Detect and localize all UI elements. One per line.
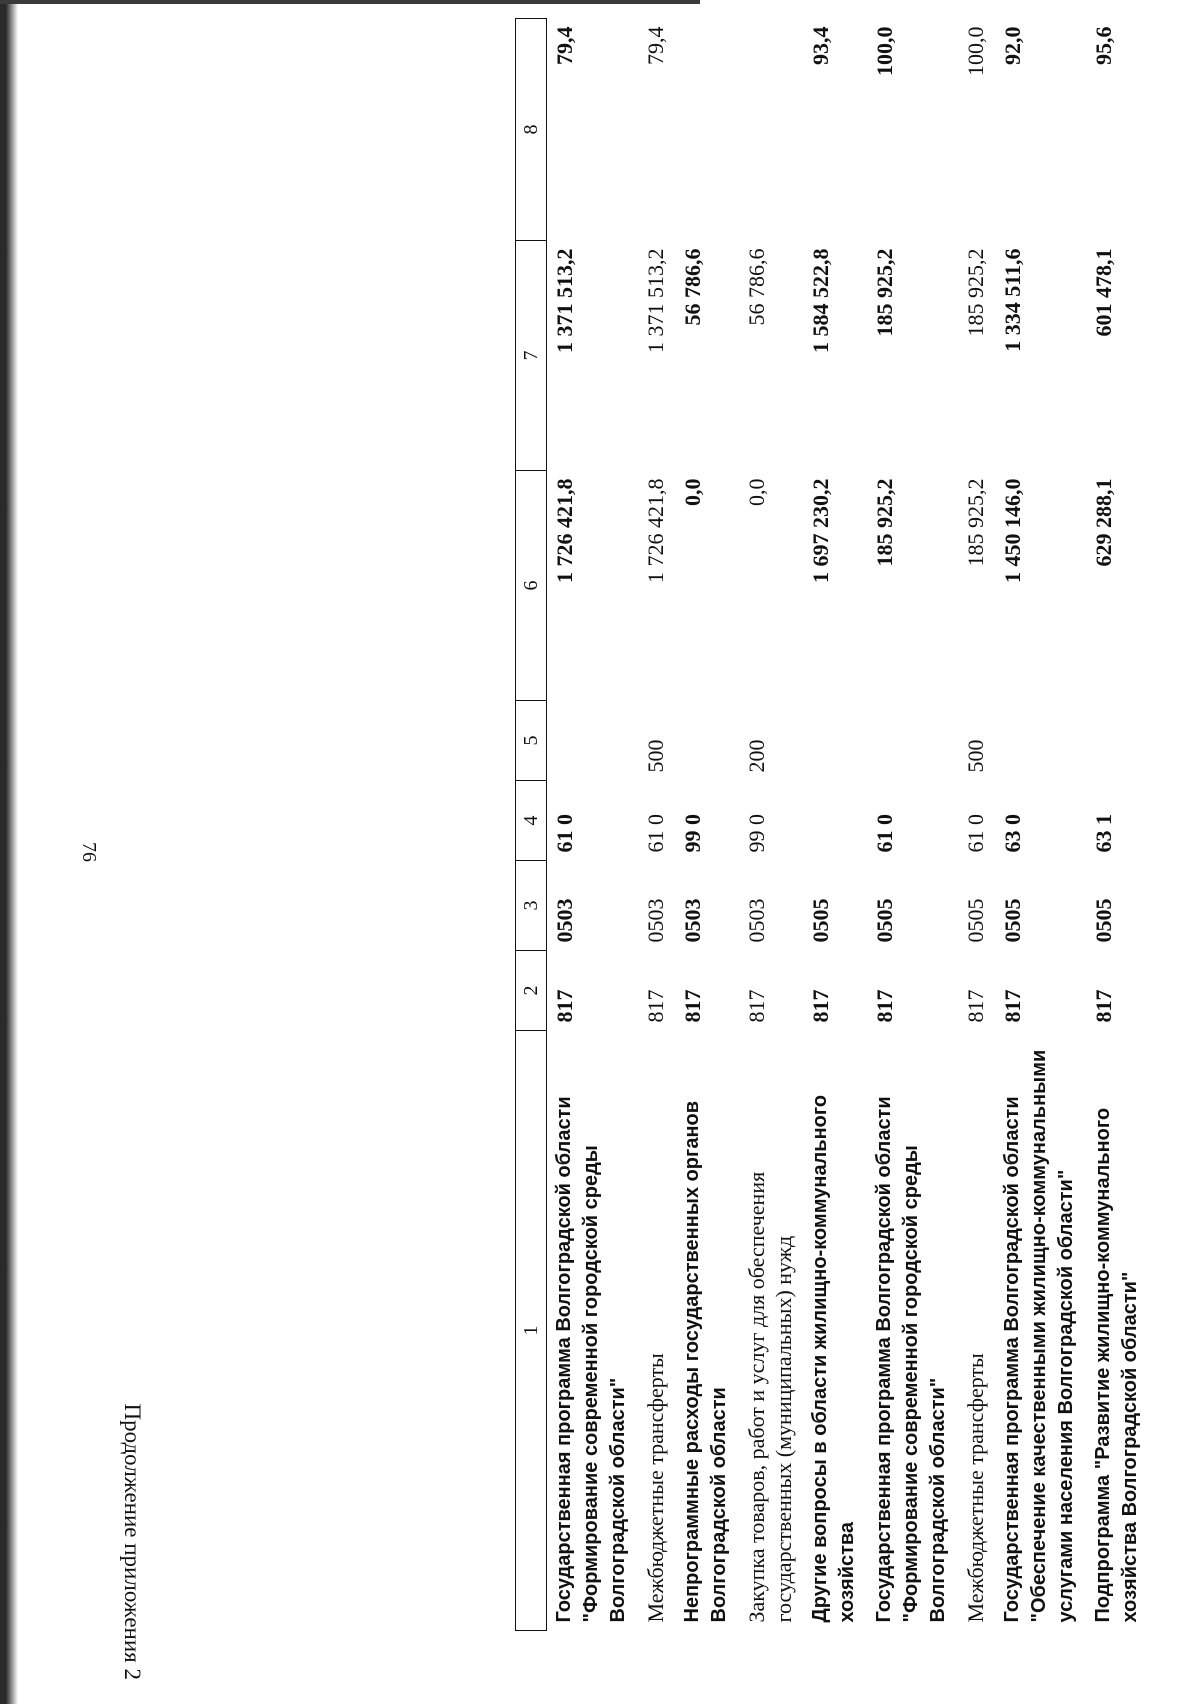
plan-value: 185 925,2	[872, 478, 897, 567]
target-article: 61 0	[963, 814, 988, 853]
plan-value: 1 726 421,8	[643, 478, 668, 583]
target-article: 99 0	[680, 814, 705, 853]
target-article: 99 0	[744, 814, 769, 853]
column-header-3: 3	[516, 861, 547, 951]
actual-value: 185 925,2	[963, 248, 988, 337]
execution-percent: 100,0	[963, 26, 988, 76]
execution-percent: 79,4	[643, 26, 668, 65]
ved-code: 817	[963, 989, 988, 1023]
plan-value: 185 925,2	[963, 478, 988, 567]
plan-value: 0,0	[744, 478, 769, 506]
section-code: 0503	[744, 898, 769, 943]
section-code: 0505	[872, 898, 897, 943]
actual-value: 1 584 522,8	[808, 248, 833, 353]
expense-type: 500	[643, 739, 668, 773]
row-name: Закупка товаров, работ и услуг для обеспечения государственных (муниципальных) нужд	[744, 1171, 796, 1623]
row-name: Государственная программа Волгоградской области "Обеспечение качественными жилищно-коммунальными услугами населения Волгоградской области"	[1001, 1049, 1077, 1623]
budget-table	[515, 18, 1150, 1631]
column-header-4: 4	[516, 781, 547, 861]
plan-value: 1 697 230,2	[808, 478, 833, 583]
ved-code: 817	[808, 989, 833, 1023]
column-header-7: 7	[516, 241, 547, 471]
section-code: 0505	[808, 898, 833, 943]
target-article: 63 0	[1000, 814, 1025, 853]
actual-value: 185 925,2	[872, 248, 897, 337]
actual-value: 601 478,1	[1091, 248, 1116, 337]
column-header-5: 5	[516, 701, 547, 781]
expense-type	[1086, 701, 1150, 781]
plan-value: 629 288,1	[1091, 478, 1116, 567]
header-row	[516, 19, 547, 1631]
row-name: Непрограммные расходы государственных органов Волгоградской области	[681, 1100, 730, 1623]
actual-value: 1 371 513,2	[643, 248, 668, 353]
ved-code: 817	[1091, 989, 1116, 1023]
actual-value: 1 334 511,6	[1000, 248, 1025, 352]
plan-value: 1 450 146,0	[1000, 478, 1025, 583]
ved-code: 817	[1000, 989, 1025, 1023]
target-article	[803, 781, 867, 861]
plan-value: 1 726 421,8	[552, 478, 577, 583]
section-code: 0503	[680, 898, 705, 943]
row-name: Межбюджетные трансферты	[643, 1353, 668, 1623]
section-code: 0505	[1000, 898, 1025, 943]
row-name: Подпрограмма "Развитие жилищно-коммунального хозяйства Волгоградской области"	[1092, 1107, 1141, 1623]
column-header-6: 6	[516, 471, 547, 701]
execution-percent: 92,0	[1000, 26, 1025, 65]
actual-value: 56 786,6	[744, 248, 769, 326]
expense-type	[867, 701, 958, 781]
expense-type	[995, 701, 1086, 781]
table-row	[995, 19, 1086, 1631]
row-name: Государственная программа Волгоградской области "Формирование современной городской среды Волгоградской области"	[553, 1096, 629, 1623]
expense-type: 500	[963, 739, 988, 773]
plan-value: 0,0	[680, 478, 705, 506]
column-header-2: 2	[516, 951, 547, 1031]
execution-percent: 100,0	[872, 26, 897, 76]
execution-percent	[675, 19, 739, 241]
table-row	[958, 19, 995, 1631]
expense-type	[803, 701, 867, 781]
section-code: 0505	[1091, 898, 1116, 943]
table-row	[547, 19, 639, 1631]
expense-type: 200	[744, 739, 769, 773]
table-row	[739, 19, 803, 1631]
expense-type	[675, 701, 739, 781]
table-row	[638, 19, 675, 1631]
appendix-title: Продолжение приложения 2	[120, 1403, 145, 1680]
ved-code: 817	[643, 989, 668, 1023]
ved-code: 817	[552, 989, 577, 1023]
target-article: 63 1	[1091, 814, 1116, 853]
target-article: 61 0	[643, 814, 668, 853]
expense-type	[547, 701, 639, 781]
table-row	[803, 19, 867, 1631]
target-article: 61 0	[552, 814, 577, 853]
execution-percent	[739, 19, 803, 241]
ved-code: 817	[680, 989, 705, 1023]
section-code: 0505	[963, 898, 988, 943]
ved-code: 817	[872, 989, 897, 1023]
column-header-8: 8	[516, 19, 547, 241]
row-name: Межбюджетные трансферты	[963, 1353, 988, 1623]
page-number: 76	[78, 842, 100, 862]
actual-value: 56 786,6	[680, 248, 705, 326]
section-code: 0503	[643, 898, 668, 943]
table-row	[1086, 19, 1150, 1631]
ved-code: 817	[744, 989, 769, 1023]
execution-percent: 95,6	[1091, 26, 1116, 65]
table-body	[547, 19, 1151, 1631]
table-row	[867, 19, 958, 1631]
row-name: Другие вопросы в области жилищно-коммунального хозяйства	[809, 1094, 858, 1623]
execution-percent: 79,4	[552, 26, 577, 65]
table-row	[675, 19, 739, 1631]
target-article: 61 0	[872, 814, 897, 853]
actual-value: 1 371 513,2	[552, 248, 577, 353]
column-header-1: 1	[516, 1031, 547, 1631]
section-code: 0503	[552, 898, 577, 943]
execution-percent: 93,4	[808, 26, 833, 65]
row-name: Государственная программа Волгоградской области "Формирование современной городской среды Волгоградской области"	[873, 1096, 949, 1623]
